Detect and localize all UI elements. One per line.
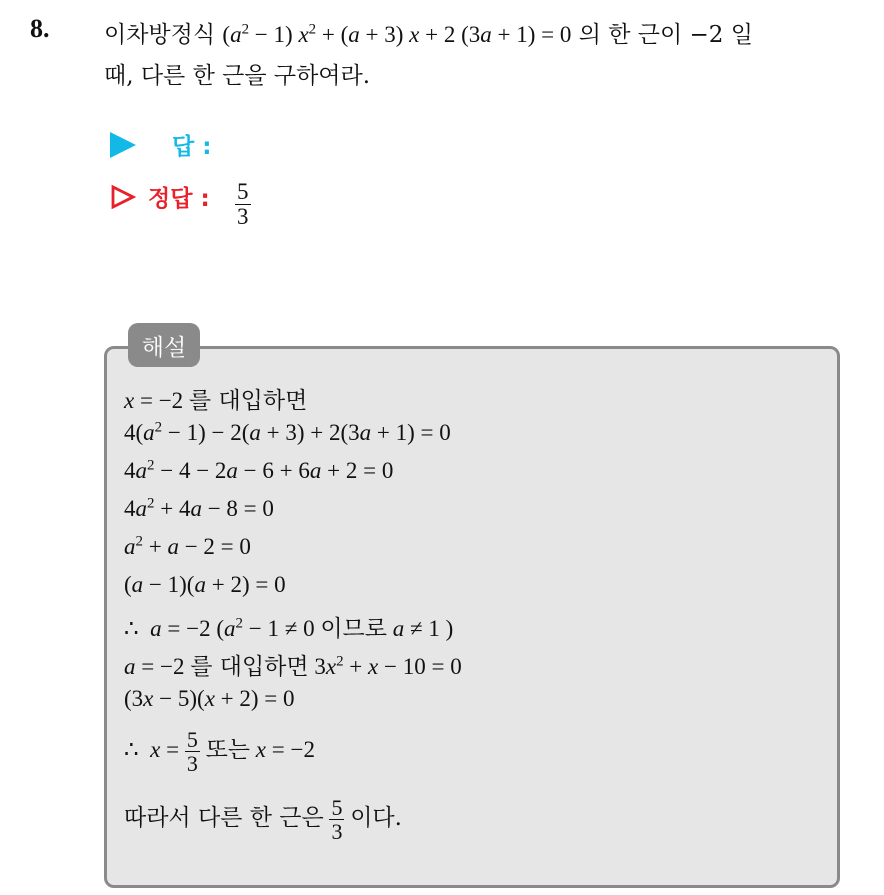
fraction-5-3: [329, 796, 344, 843]
solution-line-9: (3x − 5)(x + 2) = 0: [124, 686, 295, 711]
fraction-denominator: 3: [186, 751, 198, 777]
solution-line-5: $a^2 + a - 2 = 0$: [124, 533, 251, 559]
question-text: [104, 14, 874, 97]
solution-line-1: x = −2 를 대입하면: [124, 388, 308, 414]
correct-answer-label: 정답 :: [148, 186, 210, 212]
play-triangle-icon: [110, 132, 136, 158]
correct-answer-value: [235, 180, 251, 229]
fraction-numerator: 5: [186, 727, 198, 752]
answer-label: 답 :: [172, 134, 212, 160]
solution-line-6: (a − 1)(a + 2) = 0: [124, 572, 286, 597]
fraction-numerator: 5: [331, 795, 343, 820]
question-prefix: 이차방정식: [104, 22, 216, 48]
solution-line-2: $4(a^2 - 1) - 2(a + 3) + 2(3a + 1) = 0$: [124, 419, 451, 445]
fraction-5-3: [185, 728, 200, 775]
solution-line-11: 따라서 다른 한 근은 $\frac{5}{3}$ 이다.: [124, 795, 402, 845]
solution-line-3: $4a^2 - 4 - 2a - 6 + 6a + 2 = 0$: [124, 457, 394, 483]
answer-row: [110, 128, 211, 161]
solution-line-4: $4a^2 + 4a - 8 = 0$: [124, 495, 274, 521]
fraction-numerator: 5: [237, 179, 249, 204]
correct-answer-row: [110, 180, 210, 213]
fraction-denominator: 3: [331, 819, 343, 845]
fraction-denominator: 3: [237, 204, 249, 230]
question-number: 8.: [30, 14, 50, 43]
question-line2: 때, 다른 한 근을 구하여라.: [104, 63, 371, 89]
solution-tag: 해설: [128, 323, 200, 367]
question-equation: $(a^2 - 1) x^2 + (a + 3) x + 2$ (3a + 1) = 0: [222, 21, 572, 47]
question-suffix: 의 한 근이 −2 일: [578, 22, 753, 48]
solution-line-7: ∴ a = −2 ($a^2 - 1 \ne 0$ 이므로 a ≠ 1 ): [124, 615, 454, 642]
solution-line-10: ∴ x = $\frac{5}{3}$ 또는 x = −2: [124, 727, 315, 777]
outline-triangle-icon: [110, 184, 136, 210]
solution-line-8: a = −2 를 대입하면 $3x^2 + x - 10 = 0$: [124, 653, 462, 680]
